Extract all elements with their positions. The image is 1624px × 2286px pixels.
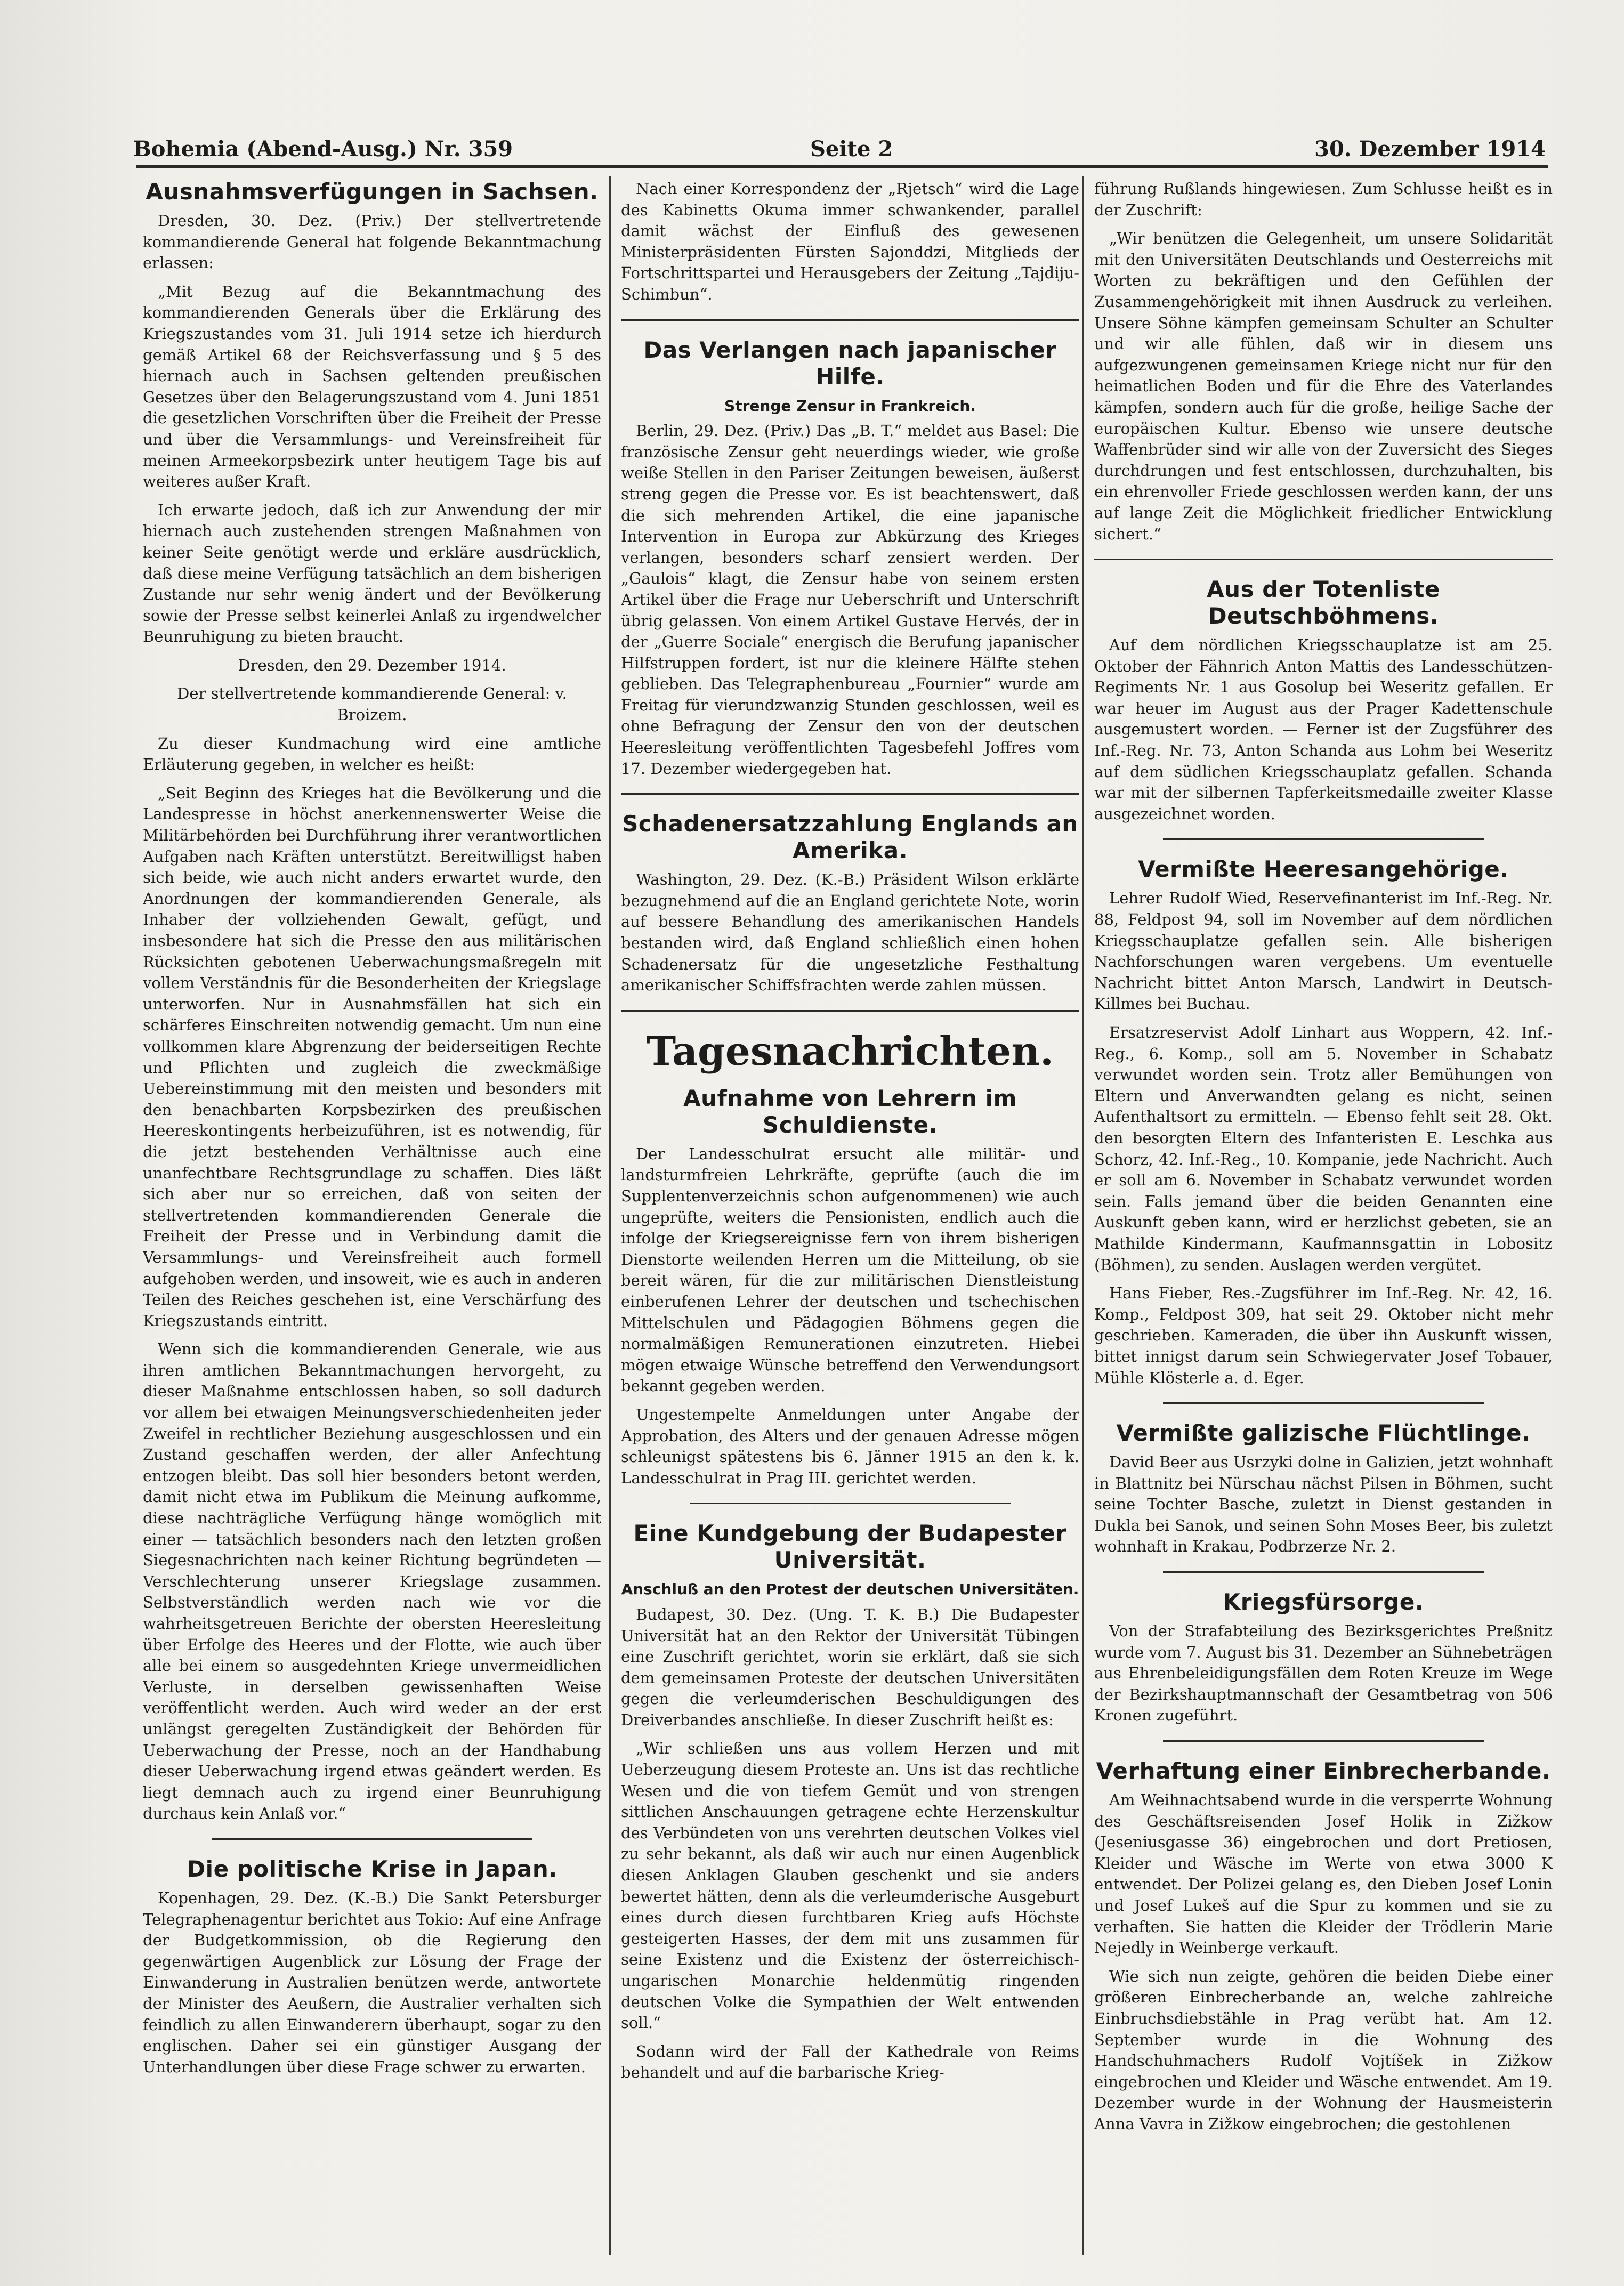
article-title: Verhaftung einer Einbrecherbande. <box>1096 1758 1551 1784</box>
article-title: Ausnahmsverfügungen in Sachsen. <box>146 179 599 205</box>
article-title: Vermißte galizische Flüchtlinge. <box>1116 1420 1531 1447</box>
article-paragraph: Ungestempelte Anmeldungen unter Angabe der Approbation, des Alters und der genauen Adresse mögen schleunigst spätestens bis 6. Jänner 1915 an den k. k. Landesschulrat in Prag III. gerichtet werden. <box>621 1405 1079 1487</box>
article-paragraph: Kopenhagen, 29. Dez. (K.-B.) Die Sankt Petersburger Telegraphenagentur berichtet aus Tokio: Auf eine Anfrage der Budgetkommission, ob die Regierung den gegenwärtigen Augenblick zur Lösung der Frage der Einwanderung in Australien benützen werde, antwortete der Minister des Aeußern, die Australier verhalten sich feindlich zu allen Einwanderern überhaupt, sogar zu den englischen. Daher sei ein günstiger Ausgang der Unterhandlungen über diese Frage schwer zu erwarten. <box>143 1888 601 2076</box>
article-subtitle: Strenge Zensur in Frankreich. <box>724 397 976 415</box>
article-paragraph: Dresden, 30. Dez. (Priv.) Der stellvertretende kommandierende General hat folgende Bekanntmachung erlassen: <box>143 212 601 272</box>
column-3 <box>1094 179 1553 2252</box>
article-paragraph: Ersatzreservist Adolf Linhart aus Woppern, 42. Inf.-Reg., 6. Komp., soll am 5. November in Schabatz verwundet worden sein. Trotz aller Bemühungen von Eltern und Anverwandten gelang es nicht, seinen Aufenthaltsort zu ermitteln. — Ebenso fehlt seit 28. Okt. den besorgten Eltern des Infanteristen E. Leschka aus Schorz, 42. Inf.-Reg., 10. Kompanie, jede Nachricht. Auch er soll am 6. November in Schabatz verwundet worden sein. Falls jemand über die beiden Genannten eine Auskunft geben kann, wird er herzlichst gebeten, sie an Mathilde Kindermann, Kaufmannsgattin in Lobositz (Böhmen), zu senden. Auslagen werden vergütet. <box>1094 1023 1553 1274</box>
article-separator <box>1094 559 1553 560</box>
article-title: Kriegsfürsorge. <box>1223 1589 1424 1615</box>
article-title: Schadenersatzzahlung Englands an Amerika. <box>622 811 1078 864</box>
article-paragraph: Wie sich nun zeigte, gehören die beiden Diebe einer größeren Einbrecherbande an, welche zahlreiche Einbruchsdiebstähle in Prag verübt hat. Am 12. September wurde in die Wohnung des Handschuhmachers Rudolf Vojtíšek in Zižkow eingebrochen und Kleider und Wäsche entwendet. Am 19. Dezember wurde in der Wohnung der Hausmeisterin Anna Vavra in Zižkow eingebrochen; die gestohlenen <box>1094 1967 1553 2133</box>
article-paragraph: Wenn sich die kommandierenden Generale, wie aus ihren amtlichen Bekanntmachungen hervorgeht, zu dieser Maßnahme entschlossen haben, so soll dadurch vor allem bei etwaigen Meinungsverschiedenheiten jeder Zweifel in rechtlicher Beziehung ausgeschlossen und ein Zustand geschaffen werden, der aller Anfechtung entzogen bleibt. Das soll hier besonders betont werden, damit nicht etwa im Publikum die Meinung aufkomme, diese nachträgliche Verfügung hänge womöglich mit einer — tatsächlich besonders nach den letzten großen Siegesnachrichten nach keiner Richtung begründeten — Verschlechterung unserer Kriegslage zusammen. Selbstverständlich werden nach wie vor die wahrheitsgetreuen Berichte der obersten Heeresleitung über Erfolge des Heeres und der Flotte, wie auch über alle bei einem so ausgedehnten Kriege unvermeidlichen Verluste, in derselben gewissenhaften Weise veröffentlicht werden. Auch wird weder an der erst unlängst geregelten Zuständigkeit der Behörden für Ueberwachung der Presse, noch an der Handhabung dieser Ueberwachung irgend etwas geändert werden. Es liegt demnach auch zu irgend einer Beunruhigung durchaus kein Anlaß vor.“ <box>143 1340 601 1823</box>
article-paragraph: Von der Strafabteilung des Bezirksgerichtes Preßnitz wurde vom 7. August bis 31. Dezember an Sühnebeträgen aus Ehrenbeleidigungsfällen dem Roten Kreuze im Wege der Bezirkshauptmannschaft der Gesamtbetrag von 506 Kronen zugeführt. <box>1094 1622 1553 1725</box>
section-heading: Tagesnachrichten. <box>647 1028 1054 1075</box>
article-paragraph: führung Rußlands hingewiesen. Zum Schlusse heißt es in der Zuschrift: <box>1094 180 1553 219</box>
article-paragraph: Auf dem nördlichen Kriegsschauplatze ist am 25. Oktober der Fähnrich Anton Mattis des Landesschützen-Regiments Nr. 1 aus Gosolup bei Weseritz gefallen. Er war heuer im August aus der Prager Kadettenschule ausgemustert worden. — Ferner ist der Zugsführer des Inf.-Reg. Nr. 73, Anton Schanda aus Lohm bei Weseritz auf dem südlichen Kriegsschauplatz gefallen. Schanda war mit der silbernen Tapferkeitsmedaille zweiter Klasse ausgezeichnet worden. <box>1094 636 1553 823</box>
article-paragraph: Ich erwarte jedoch, daß ich zur Anwendung der mir hiernach auch zustehenden strengen Maßnahmen von keiner Seite genötigt werde und erkläre ausdrücklich, daß diese meine Verfügung tatsächlich an dem bisherigen Zustande nur sehr wenig ändert und der Bevölkerung sowie der Presse selbst keinerlei Anlaß zu irgendwelcher Beunruhigung zu bieten braucht. <box>143 500 601 646</box>
article-title: Aufnahme von Lehrern im Schuldienste. <box>683 1085 1017 1138</box>
article-separator <box>621 1010 1079 1012</box>
header-rule <box>136 165 1548 168</box>
signature: Der stellvertretende kommandierende General: v. Broizem. <box>177 684 567 724</box>
article-paragraph: Der Landesschulrat ersucht alle militär- und landsturmfreien Lehrkräfte, geprüfte (auch die im Supplentenverzeichnis schon aufgenommenen) wie auch ungeprüfte, weiters die Pensionisten, endlich auch die infolge der Kriegsereignisse fern von ihrem bisherigen Dienstorte weilenden Herren um die Mitteilung, ob sie bereit wären, für die zur militärischen Dienstleistung einberufenen Lehrer der deutschen und tschechischen Mittelschulen und Pädagogien Böhmens gegen die normalmäßigen Remunerationen einzutreten. Hiebei mögen etwaige Wünsche betreffend den Verwendungsort bekannt gegeben werden. <box>621 1144 1079 1395</box>
column-rule-2 <box>1082 176 1084 2255</box>
article-separator <box>690 1503 1011 1504</box>
article-title: Eine Kundgebung der Budapester Universität. <box>633 1520 1067 1573</box>
article-separator <box>1163 838 1484 840</box>
article-paragraph: Am Weihnachtsabend wurde in die versperrte Wohnung des Geschäftsreisenden Josef Holik in Zižkow (Jeseniusgasse 36) eingebrochen und dort Pretiosen, Kleider und Wäsche im Werte von etwa 3000 K entwendet. Der Polizei gelang es, den Dieben Josef Lonin und Josef Lukeš auf die Spur zu kommen und sie zu verhaften. Sie hatten die Kleider der Trödlerin Marie Nejedly in Weinberge verkauft. <box>1094 1791 1553 1957</box>
article-paragraph: „Mit Bezug auf die Bekanntmachung des kommandierenden Generals über die Erklärung des Kriegszustandes vom 31. Juli 1914 setze ich hierdurch gemäß Artikel 68 der Reichsverfassung und § 5 des hiernach auch in Sachsen geltenden preußischen Gesetzes über den Belagerungszustand vom 4. Juni 1851 die gesetzlichen Vorschriften über die Freiheit der Presse und über die Versammlungs- und Vereinsfreiheit für meinen Armeekorpsbezirk unter heutigem Tage bis auf weiteres außer Kraft. <box>143 282 601 491</box>
article-paragraph: Budapest, 30. Dez. (Ung. T. K. B.) Die Budapester Universität hat an den Rektor der Universität Tübingen eine Zuschrift gerichtet, worin sie erklärt, daß sie sich dem gemeinsamen Proteste der deutschen Universitäten gegen die verleumderischen Beschuldigungen des Dreiverbandes anschließe. In dieser Zuschrift heißt es: <box>621 1605 1079 1729</box>
article-paragraph: Nach einer Korrespondenz der „Rjetsch“ wird die Lage des Kabinetts Okuma immer schwankender, parallel damit wächst der Einfluß des gewesenen Ministerpräsidenten Fürsten Sajonddzi, Mitglieds der Fortschrittspartei und Herausgebers der Zeitung „Tajdiju-Schimbun“. <box>621 180 1079 303</box>
column-rule-1 <box>609 176 611 2255</box>
article-paragraph: Hans Fieber, Res.-Zugsführer im Inf.-Reg. Nr. 42, 16. Komp., Feldpost 309, hat seit 29. Oktober nicht mehr geschrieben. Kameraden, die über ihn Auskunft wissen, bittet innigst darum sein Schwiegervater Josef Tobauer, Mühle Klösterle a. d. Eger. <box>1094 1284 1553 1387</box>
article-paragraph: Washington, 29. Dez. (K.-B.) Präsident Wilson erklärte bezugnehmend auf die an England gerichtete Note, worin auf bessere Behandlung des amerikanischen Handels bestanden wird, daß England schließlich einen hohen Schadenersatz für die ungesetzliche Festhaltung amerikanischer Schiffsfrachten werde zahlen müssen. <box>621 870 1079 995</box>
article-paragraph: Berlin, 29. Dez. (Priv.) Das „B. T.“ meldet aus Basel: Die französische Zensur geht neuerdings wieder, wie große weiße Stellen in den Pariser Zeitungen beweisen, äußerst streng gegen die Presse vor. Es ist beachtenswert, daß die sich mehrenden Artikel, die eine japanische Intervention in Europa zur Abkürzung des Krieges verlangen, besonders scharf zensiert werden. Der „Gaulois“ klagt, die Zensur habe von seinem ersten Artikel über die Frage nur Ueberschrift und Unterschrift übrig gelassen. Von einem Artikel Gustave Hervés, der in der „Guerre Sociale“ energisch die Berufung japanischer Hilfstruppen fordert, ist nur die kleinere Hälfte stehen geblieben. Das Telegraphenbureau „Fournier“ wurde am Freitag für vierundzwanzig Stunden geschlossen, weil es ohne Befragung der Zensur den von der deutschen Heeresleitung veröffentlichten Tagesbefehl Joffres vom 17. Dezember wiedergegeben hat. <box>621 422 1079 778</box>
article-paragraph: David Beer aus Usrzyki dolne in Galizien, jetzt wohnhaft in Blattnitz bei Nürschau nächst Pilsen in Böhmen, sucht seine Tochter Basche, zuletzt in Dienst gestanden in Dukla bei Sanok, und seinen Sohn Moses Beer, bis zuletzt wohnhaft in Krakau, Podbrzerze Nr. 2. <box>1094 1453 1553 1556</box>
article-paragraph: „Wir benützen die Gelegenheit, um unsere Solidarität mit den Universitäten Deutschlands und Oesterreichs mit Worten zu bekräftigen und den Gefühlen der Zusammengehörigkeit mit ihnen Ausdruck zu verleihen. Unsere Söhne kämpfen gemeinsam Schulter an Schulter und wir alle fühlen, daß wir in diesem uns aufgezwungenen gemeinsamen Kriege nicht nur für den heimatlichen Boden und für die Ehre des Vaterlandes kämpfen, sondern auch für die große, heilige Sache der europäischen Kultur. Ebenso wie unsere deutsche Waffenbrüder sind wir alle von der Zuversicht des Sieges durchdrungen und fest entschlossen, durchzuhalten, bis ein ehrenvoller Friede geschlossen werden kann, der uns auf lange Zeit die Möglichkeit friedlicher Entwicklung sichert.“ <box>1094 229 1553 543</box>
article-title: Aus der Totenliste Deutschböhmens. <box>1207 576 1440 629</box>
article-separator <box>621 793 1079 795</box>
article-separator <box>1163 1571 1484 1573</box>
article-separator <box>621 319 1079 321</box>
article-title: Vermißte Heeresangehörige. <box>1138 856 1509 883</box>
article-paragraph: Sodann wird der Fall der Kathedrale von Reims behandelt und auf die barbarische Krieg- <box>621 2042 1079 2082</box>
article-subtitle: Anschluß an den Protest der deutschen Universitäten. <box>621 1580 1079 1598</box>
article-paragraph: „Wir schließen uns aus vollem Herzen und mit Ueberzeugung diesem Proteste an. Uns ist das rechtliche Wesen und die von tiefem Gemüt und von strengen sittlichen Anschauungen getragene echte Herzenskultur des Verbündeten von uns verehrten deutschen Volkes viel zu sehr bekannt, als daß wir auch nur einen Augenblick diesen Anklagen Glauben geschenkt und sie anders bewertet hätten, denn als die verleumderische Ausgeburt eines durch diesen furchtbaren Krieg aufs Höchste gesteigerten Hasses, der dem mit uns zusammen für seine Existenz und die Existenz der österreichisch-ungarischen Monarchie heldenmütig ringenden deutschen Volke die Sympathien der Welt entwenden soll.“ <box>621 1739 1079 2032</box>
article-separator <box>1163 1402 1484 1404</box>
column-2 <box>621 179 1079 2252</box>
column-1 <box>143 179 601 2252</box>
header-page-number: Seite 2 <box>810 136 893 161</box>
article-title: Das Verlangen nach japanischer Hilfe. <box>643 336 1057 390</box>
article-separator <box>212 1838 532 1840</box>
article-paragraph: Lehrer Rudolf Wied, Reservefinanterist im Inf.-Reg. Nr. 88, Feldpost 94, soll im November auf dem nördlichen Kriegsschauplatze gefallen sein. Alle bisherigen Nachforschungen waren vergebens. Um eventuelle Nachricht bittet Anton Marsch, Landwirt in Deutsch-Killmes bei Buchau. <box>1094 889 1553 1013</box>
page-header <box>133 132 1546 165</box>
article-paragraph: Zu dieser Kundmachung wird eine amtliche Erläuterung gegeben, in welcher es heißt: <box>143 734 601 774</box>
header-issue: Bohemia (Abend-Ausg.) Nr. 359 <box>133 136 513 161</box>
article-paragraph: „Seit Beginn des Krieges hat die Bevölkerung und die Landespresse in höchst anerkennenswerter Weise die Militärbehörden bei Durchführung ihrer verantwortlichen Aufgaben nach Kräften unterstützt. Bereitwilligst haben sich beide, wie auch nicht anders erwartet wurde, den Anordnungen der kommandierenden Generale, als Inhaber der vollziehenden Gewalt, gefügt, und insbesondere hat sich die Presse den aus militärischen Rücksichten gebotenen Ueberwachungsmaßregeln mit vollem Verständnis für die Besonderheiten der Kriegslage unterworfen. Nur in Ausnahmsfällen hat sich ein schärferes Einschreiten notwendig gemacht. Um nun eine vollkommen klare Abgrenzung der beiderseitigen Rechte und Pflichten und zugleich die zweckmäßige Uebereinstimmung mit den meisten und besonders mit den benachbarten Korpsbezirken des preußischen Heereskontingents herbeizuführen, ist es notwendig, für die jetzt bestehenden Verhältnisse auch eine unanfechtbare Rechtsgrundlage zu schaffen. Dies läßt sich aber nur so erreichen, daß von seiten der stellvertretenden kommandierenden Generale die Freiheit der Presse und in Verbindung damit die Versammlungs- und Vereinsfreiheit auch formell aufgehoben werden, und insoweit, wie es auch in anderen Teilen des Reiches geschehen ist, eine Verschärfung des Kriegszustands eintritt. <box>143 783 601 1330</box>
article-separator <box>1163 1740 1484 1742</box>
header-date: 30. Dezember 1914 <box>1314 136 1546 161</box>
dateline: Dresden, den 29. Dezember 1914. <box>238 656 506 674</box>
article-title: Die politische Krise in Japan. <box>187 1855 558 1882</box>
